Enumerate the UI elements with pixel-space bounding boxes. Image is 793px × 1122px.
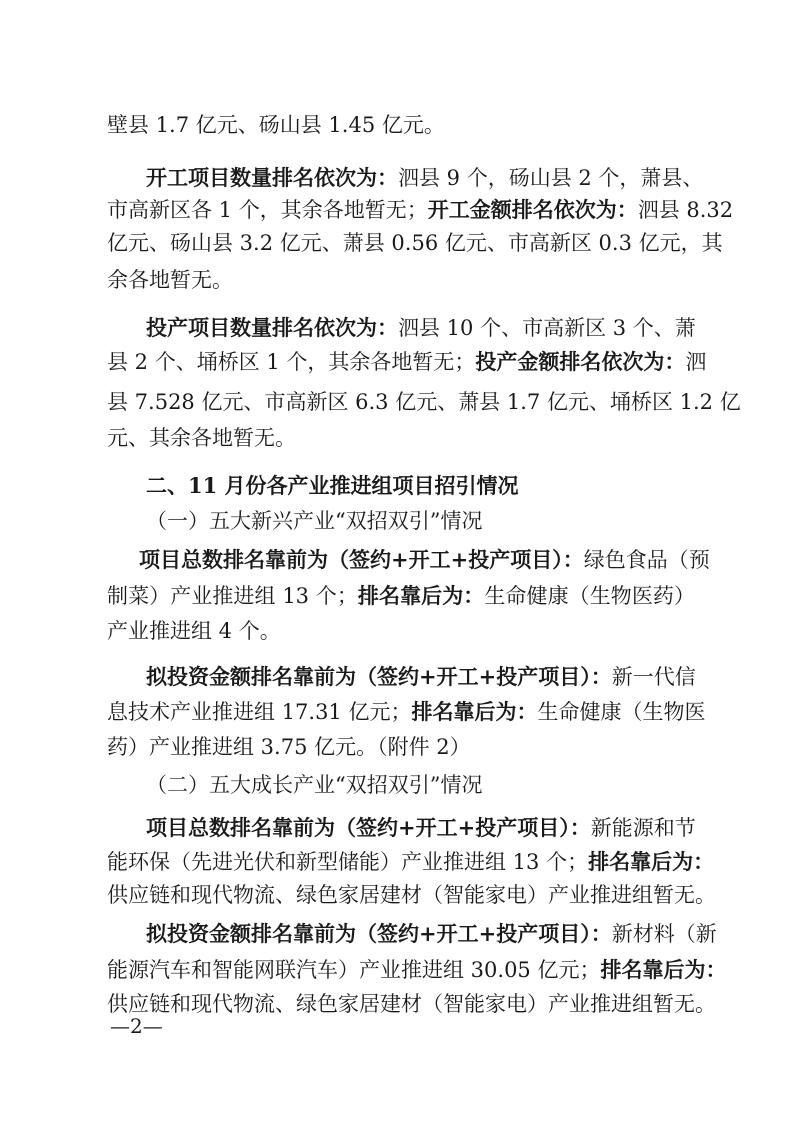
segment: 二、11 月份各产业推进组项目招引情况 — [146, 473, 519, 498]
line-17 — [107, 732, 695, 762]
segment: 泗县 10 个、市高新区 3 个、萧 — [398, 316, 696, 340]
segment: 壁县 1.7 亿元、砀山县 1.45 亿元。 — [107, 113, 445, 137]
segment: 市高新区各 1 个，其余各地暂无； — [107, 198, 428, 222]
segment: 项目总数排名靠前为（签约+开工+投产项目）： — [146, 815, 591, 840]
subheading-1 — [146, 506, 695, 536]
segment: 余各地暂无。 — [107, 268, 233, 292]
segment: 绿色食品（预 — [583, 548, 710, 572]
line-13 — [107, 581, 695, 611]
segment: 排名靠后为： — [357, 583, 485, 608]
line-2 — [146, 163, 704, 193]
segment: 泗 — [685, 350, 707, 374]
segment: 排名靠后为： — [600, 957, 727, 982]
segment: 投产金额排名依次为： — [475, 349, 686, 374]
line-22 — [146, 919, 717, 949]
segment: 拟投资金额排名靠前为（签约+开工+投产项目）： — [146, 664, 612, 689]
line-1 — [107, 110, 695, 140]
line-20 — [107, 847, 715, 877]
subheading-2 — [146, 770, 695, 800]
line-9 — [107, 423, 695, 453]
segment: 新能源和节 — [590, 816, 696, 840]
segment: 县 7.528 亿元、市高新区 6.3 亿元、萧县 1.7 亿元、埇桥区 1.2 亿 — [107, 390, 741, 414]
line-23 — [107, 955, 727, 985]
line-21 — [107, 880, 716, 910]
segment: 药）产业推进组 3.75 亿元。（附件 2） — [107, 735, 471, 759]
segment: 投产项目数量排名依次为： — [146, 315, 398, 340]
line-24 — [107, 989, 716, 1019]
segment: （二）五大成长产业“双招双引”情况 — [146, 773, 483, 797]
segment: 制菜）产业推进组 13 个； — [107, 584, 358, 608]
segment: 息技术产业推进组 17.31 亿元； — [107, 700, 412, 724]
segment: 开工金额排名依次为： — [427, 197, 638, 222]
segment: （一）五大新兴产业“双招双引”情况 — [146, 509, 483, 533]
segment: 新材料（新 — [611, 922, 717, 946]
segment: 排名靠后为： — [588, 849, 715, 874]
segment: 拟投资金额排名靠前为（签约+开工+投产项目）： — [146, 921, 612, 946]
segment: 开工项目数量排名依次为： — [146, 165, 398, 190]
section-heading-2 — [146, 471, 695, 501]
line-3 — [107, 195, 734, 225]
segment: 供应链和现代物流、绿色家居建材（智能家电）产业推进组暂无。 — [107, 992, 716, 1016]
segment: 县 2 个、埇桥区 1 个，其余各地暂无； — [107, 350, 476, 374]
line-6 — [146, 313, 695, 343]
page-number: —2— — [110, 1014, 163, 1038]
segment: 能环保（先进光伏和新型储能）产业推进组 13 个； — [107, 850, 589, 874]
segment: 排名靠后为： — [411, 699, 538, 724]
segment: 亿元、砀山县 3.2 亿元、萧县 0.56 亿元、市高新区 0.3 亿元，其 — [107, 231, 723, 255]
line-7 — [107, 347, 707, 377]
line-14 — [107, 616, 695, 646]
segment: 能源汽车和智能网联汽车）产业推进组 30.05 亿元； — [107, 958, 601, 982]
segment: 泗县 9 个，砀山县 2 个，萧县、 — [398, 166, 704, 190]
segment: 项目总数排名靠前为（签约+开工+投产项目）： — [139, 547, 584, 572]
segment: 新一代信 — [611, 665, 696, 689]
segment: 生命健康（生物医 — [537, 700, 706, 724]
line-15 — [146, 662, 695, 692]
line-8 — [107, 387, 741, 417]
line-16 — [107, 697, 706, 727]
line-4 — [107, 228, 723, 258]
segment: 泗县 8.32 — [637, 198, 734, 222]
segment: 产业推进组 4 个。 — [107, 619, 281, 643]
segment: 生命健康（生物医药） — [484, 584, 695, 608]
line-12 — [139, 545, 710, 575]
segment: 元、其余各地暂无。 — [107, 426, 296, 450]
segment: 供应链和现代物流、绿色家居建材（智能家电）产业推进组暂无。 — [107, 883, 716, 907]
line-19 — [146, 813, 695, 843]
line-5 — [107, 265, 695, 295]
